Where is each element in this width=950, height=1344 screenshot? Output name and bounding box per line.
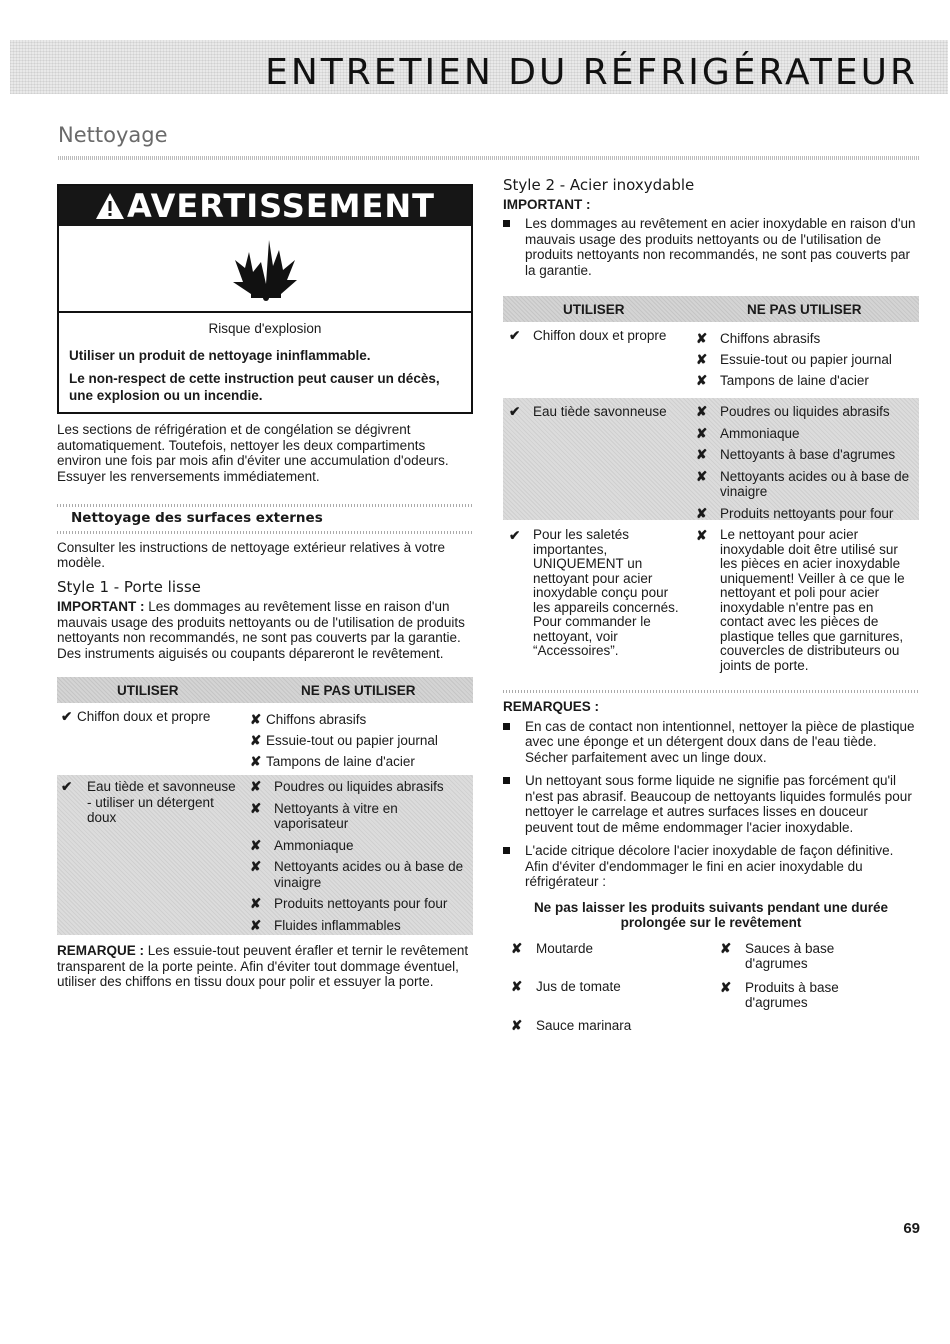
nouse-column-header: NE PAS UTILISER: [301, 683, 416, 698]
cross-icon: ✘: [720, 940, 732, 956]
important-text: Les dommages au revêtement en acier inoxydable en raison d'un mauvais usage des produits nettoyants ou de l'utilisation de produits nettoyants non recommandés, ne sont pas couverts par la garantie.: [525, 216, 916, 278]
nouse-text: Chiffons abrasifs: [266, 712, 367, 727]
item-text: Moutarde: [536, 940, 594, 956]
list-item: [696, 447, 916, 463]
table-row: [57, 703, 473, 769]
warning-instruction: Utiliser un produit de nettoyage ininflammable.: [69, 348, 371, 363]
cross-icon: ✘: [720, 979, 732, 995]
use-cell: [509, 328, 689, 344]
list-item: [503, 216, 919, 278]
list-item: [511, 941, 691, 957]
style1-heading: Style 1 - Porte lisse: [57, 577, 201, 596]
nouse-text: Nettoyants à base d'agrumes: [720, 447, 896, 462]
nouse-text: Produits nettoyants pour four: [720, 505, 894, 521]
nouse-text: Essuie-tout ou papier journal: [720, 352, 892, 367]
table-header: [57, 677, 473, 703]
list-item: [696, 506, 916, 522]
use-text: Chiffon doux et propre: [533, 328, 667, 343]
table-row: [503, 398, 919, 520]
cross-icon: ✘: [696, 425, 708, 441]
cross-icon: ✘: [250, 800, 262, 816]
table-row: [503, 520, 919, 690]
section-divider: [58, 156, 920, 160]
use-cell: [61, 779, 237, 826]
cross-icon: ✘: [696, 373, 708, 388]
use-text: Eau tiède savonneuse: [533, 404, 667, 419]
remarque-text: Un nettoyant sous forme liquide ne signifie pas forcément qu'il n'est pas abrasif. Beaucoup de nettoyants liquides formulés pour nettoyer le carrelage et autres surfaces lisses en douceur peuvent tout de même endommager l'acier inoxydable.: [525, 773, 912, 835]
intro-paragraph: Les sections de réfrigération et de congélation se dégivrent automatiquement. Toutefois, nettoyer les deux compartiments environ une fois par mois afin d'éviter une accumulation d'odeurs. Essuyer les renversements immédiatement.: [57, 422, 449, 484]
nouse-text: Tampons de laine d'acier: [266, 754, 415, 769]
table-row: [503, 322, 919, 388]
cross-icon: ✘: [511, 940, 523, 956]
remarque-text: En cas de contact non intentionnel, nettoyer la pièce de plastique avec une éponge et un détergent doux dans de l'eau tiède. Sécher parfaitement avec un linge doux.: [525, 718, 915, 765]
use-cell: [509, 528, 685, 659]
warning-triangle-icon: [95, 192, 125, 220]
warning-header: [59, 186, 471, 226]
list-item: [696, 404, 916, 420]
list-item: [720, 980, 860, 1011]
page-title: ENTRETIEN DU RÉFRIGÉRATEUR: [265, 52, 918, 93]
nouse-text: Ammoniaque: [274, 837, 354, 853]
important-text: Les dommages au revêtement lisse en raison d'un mauvais usage des produits nettoyants ou de l'utilisation de produits nettoyants non recommandés, ne sont pas couverts par la garantie. Des instruments aiguisés ou coupants dépareront le revêtement.: [57, 599, 465, 661]
cross-icon: ✘: [696, 352, 708, 367]
table-header: [503, 296, 919, 322]
style2-heading: Style 2 - Acier inoxydable: [503, 176, 695, 194]
nouse-text: Fluides inflammables: [274, 917, 401, 933]
use-text: Chiffon doux et propre: [77, 709, 211, 724]
nouse-text: Nettoyants acides ou à base de vinaigre: [274, 859, 464, 890]
cross-icon: ✘: [696, 505, 708, 521]
list-item: [250, 779, 470, 795]
bullet-icon: [503, 723, 510, 730]
item-text: Sauces à base d'agrumes: [745, 940, 835, 971]
cross-icon: ✘: [511, 1017, 523, 1033]
cross-icon: ✘: [696, 331, 708, 346]
list-item: [696, 328, 916, 349]
list-item: [720, 941, 860, 972]
list-item: [250, 838, 470, 854]
page-number: 69: [903, 1220, 920, 1237]
nouse-cell: [696, 404, 916, 521]
section-title: Nettoyage: [58, 123, 168, 147]
style1-table: [57, 677, 473, 935]
nouse-text: Nettoyants acides ou à base de vinaigre: [720, 468, 910, 499]
warning-box: [57, 184, 473, 414]
nouse-cell: [696, 528, 918, 673]
cross-icon: ✘: [511, 979, 523, 994]
check-icon: ✔: [61, 709, 73, 724]
remarque-text: Les essuie-tout peuvent érafler et ternir le revêtement transparent de la porte peinte. Afin d'éviter tout dommage éventuel, utiliser des chiffons en tissu doux pour polir et essuyer la porte.: [57, 943, 469, 989]
style2-important-label: IMPORTANT :: [503, 196, 591, 212]
item-text: Jus de tomate: [536, 979, 621, 994]
list-item: [696, 469, 916, 500]
use-cell: [61, 709, 241, 725]
remarque-label: REMARQUE :: [57, 943, 144, 958]
style1-remarque: [57, 943, 473, 990]
check-icon: ✔: [509, 404, 521, 419]
use-cell: [509, 404, 689, 420]
list-item: [511, 979, 691, 995]
cross-icon: ✘: [250, 733, 262, 748]
use-text: Pour les saletés importantes, UNIQUEMENT un nettoyant pour acier inoxydable conçu pour les appareils concernés. Pour commander le nettoyant, voir “Accessoires”.: [533, 527, 679, 658]
remarque-text: L'acide citrique décolore l'acier inoxydable de façon définitive. Afin d'éviter d'endommager le fini en acier inoxydable du réfrigérateur :: [525, 843, 894, 889]
nouse-column-header: NE PAS UTILISER: [747, 302, 862, 317]
table-row: [57, 775, 473, 935]
cross-icon: ✘: [696, 528, 708, 543]
items-left: [511, 941, 691, 1034]
list-item: [511, 1018, 691, 1034]
right-column: [503, 178, 919, 1047]
use-text: Eau tiède et savonneuse - utiliser un détergent doux: [87, 779, 236, 825]
list-item: [250, 801, 470, 832]
warning-icon-area: [59, 226, 471, 313]
nouse-text: Poudres ou liquides abrasifs: [274, 779, 444, 794]
list-item: [696, 426, 916, 442]
list-item: [503, 719, 919, 766]
left-column: [57, 422, 473, 990]
list-item: [696, 349, 916, 370]
warning-body: [59, 313, 471, 404]
items-right: [720, 941, 860, 1011]
list-item: [503, 773, 919, 835]
cross-icon: ✘: [250, 837, 262, 853]
list-item: [250, 918, 470, 934]
bullet-icon: [503, 847, 510, 854]
warning-consequence: Le non-respect de cette instruction peut causer un décès, une explosion ou un incendie.: [69, 371, 440, 403]
style2-table: [503, 296, 919, 693]
items-grid: [503, 937, 919, 1047]
check-icon: ✔: [61, 779, 73, 794]
bullet-icon: [503, 220, 510, 227]
remarques-label: REMARQUES :: [503, 699, 600, 714]
cross-icon: ✘: [696, 404, 708, 419]
bold-note: Ne pas laisser les produits suivants pendant une durée prolongée sur le revêtement: [533, 899, 889, 930]
use-column-header: UTILISER: [117, 683, 179, 698]
check-icon: ✔: [509, 328, 521, 343]
nouse-text: Chiffons abrasifs: [720, 331, 821, 346]
nouse-text: Le nettoyant pour acier inoxydable doit être utilisé sur les pièces en acier inoxydable uniquement! Veiller à ce que le nettoyant et poli pour acier inoxydable n'entre pas en contact avec les pièces de plastique telles que garnitures, couvercles de distributeurs ou joints de porte.: [720, 527, 905, 673]
cross-icon: ✘: [696, 468, 708, 484]
table-bottom-rule: [503, 690, 919, 693]
warning-title: AVERTISSEMENT: [127, 187, 435, 225]
explosion-icon: [231, 232, 301, 304]
nouse-text: Tampons de laine d'acier: [720, 373, 869, 388]
list-item: [250, 896, 470, 912]
nouse-text: Produits nettoyants pour four: [274, 896, 448, 911]
list-item: [696, 370, 916, 391]
nouse-text: Nettoyants à vitre en vaporisateur: [274, 800, 398, 831]
use-column-header: UTILISER: [563, 302, 625, 317]
subsection-rule: [57, 531, 473, 534]
nouse-text: Ammoniaque: [720, 425, 800, 441]
cross-icon: ✘: [250, 896, 262, 911]
style1-important: [57, 599, 473, 661]
nouse-cell: [250, 709, 470, 772]
nouse-cell: [696, 328, 916, 391]
list-item: [250, 859, 470, 890]
subsection-rule: [57, 504, 473, 507]
cross-icon: ✘: [250, 917, 262, 933]
list-item: [250, 730, 470, 751]
nouse-cell: [250, 779, 470, 933]
cross-icon: ✘: [250, 712, 262, 727]
cross-icon: ✘: [696, 447, 708, 462]
list-item: [250, 751, 470, 772]
cross-icon: ✘: [250, 754, 262, 769]
check-icon: ✔: [509, 528, 521, 543]
external-heading: Nettoyage des surfaces externes: [71, 510, 323, 526]
cross-icon: ✘: [250, 859, 262, 874]
external-text: Consulter les instructions de nettoyage extérieur relatives à votre modèle.: [57, 539, 445, 570]
bullet-icon: [503, 777, 510, 784]
important-label: IMPORTANT :: [57, 599, 145, 614]
item-text: Produits à base d'agrumes: [745, 979, 839, 1010]
list-item: [250, 709, 470, 730]
warning-risk: Risque d'explosion: [208, 321, 322, 336]
nouse-text: Poudres ou liquides abrasifs: [720, 404, 890, 419]
list-item: [503, 843, 919, 890]
item-text: Sauce marinara: [536, 1017, 632, 1033]
nouse-text: Essuie-tout ou papier journal: [266, 733, 438, 748]
cross-icon: ✘: [250, 779, 262, 794]
